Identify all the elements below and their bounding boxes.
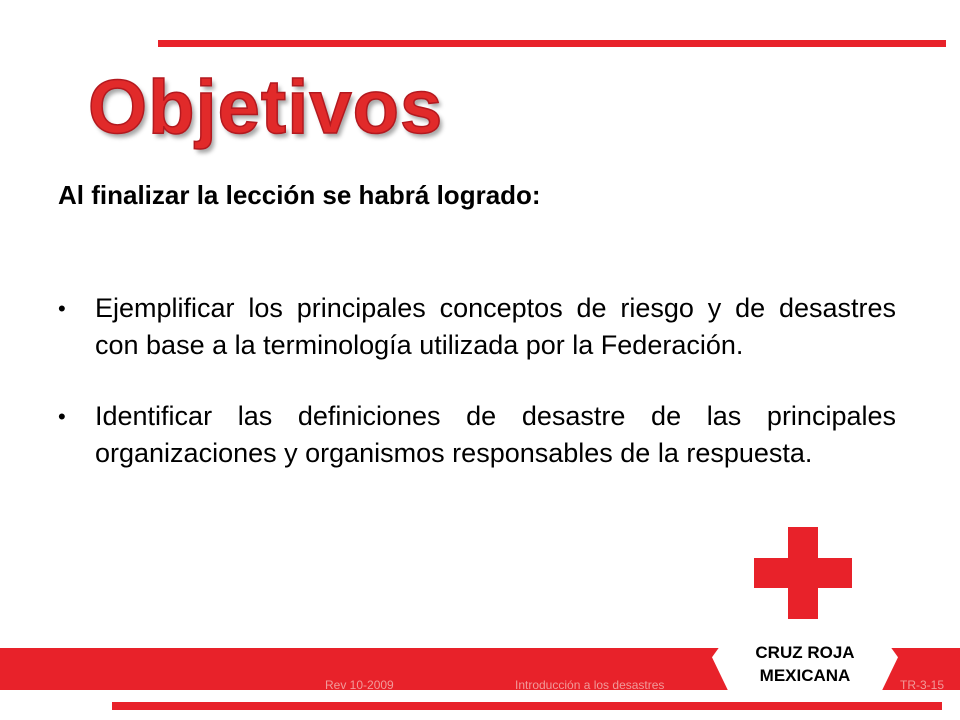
logo-text bbox=[712, 641, 898, 687]
footer-slide-number: TR-3-15 bbox=[900, 678, 945, 692]
footer-revision: Rev 10-2009 bbox=[325, 678, 394, 692]
logo-line-2: MEXICANA bbox=[759, 666, 851, 685]
top-red-bar bbox=[158, 40, 946, 47]
bullet-list bbox=[58, 290, 896, 506]
slide-subtitle: Al finalizar la lección se habrá logrado: bbox=[58, 180, 541, 210]
bullet-item bbox=[58, 398, 896, 472]
logo-line-1: CRUZ ROJA bbox=[755, 643, 855, 662]
red-cross-icon bbox=[754, 527, 852, 619]
bottom-red-bar bbox=[112, 702, 942, 710]
bullet-item bbox=[58, 290, 896, 364]
bullet-text: Identificar las definiciones de desastre de las principales organizaciones y organismos responsables de la respuesta. bbox=[95, 401, 896, 468]
bullet-text: Ejemplificar los principales conceptos de riesgo y de desastres con base a la terminología utilizada por la Federación. bbox=[95, 293, 896, 360]
slide-title: Objetivos bbox=[88, 65, 444, 150]
bullet-dot-icon: • bbox=[58, 296, 66, 321]
footer-course-title: Introducción a los desastres bbox=[515, 678, 665, 692]
bullet-dot-icon: • bbox=[58, 404, 66, 429]
